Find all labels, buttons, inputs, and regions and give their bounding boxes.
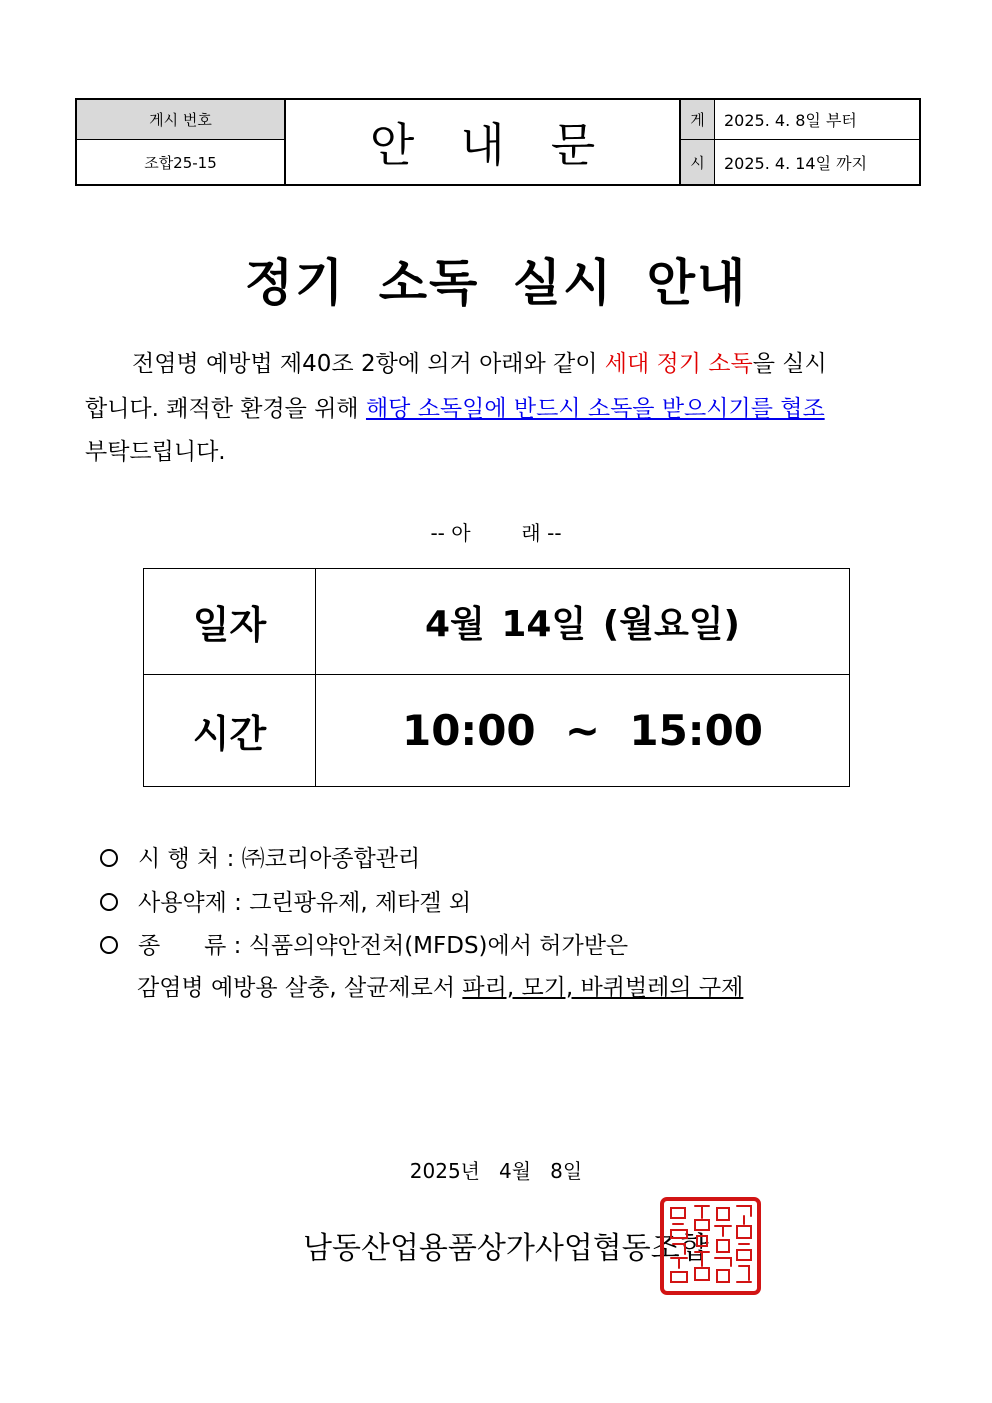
detail-contractor-text: 시 행 처 : ㈜코리아종합관리 (138, 846, 421, 872)
organization-name: 남동산업용품상가사업협동조합 (303, 1231, 709, 1266)
notice-title: 안내문 (286, 100, 681, 184)
detail-contractor (100, 840, 420, 873)
body-highlight-red: 세대 정기 소독 (604, 351, 753, 377)
time-label: 시간 (144, 675, 316, 786)
body-line-1 (85, 345, 909, 378)
detail-type-text: 종 류 : 식품의약안전처(MFDS)에서 허가받은 (138, 933, 629, 959)
period-label-top: 게 (681, 100, 715, 140)
period-label-bottom: 시 (681, 140, 715, 184)
period-start: 2025. 4. 8일 부터 (715, 100, 919, 140)
detail-chemical (100, 884, 471, 917)
main-title: 정기 소독 실시 안내 (244, 254, 748, 312)
issue-date: 2025년 4월 8일 (409, 1159, 583, 1183)
period-end: 2025. 4. 14일 까지 (724, 153, 868, 173)
body-line-2-prefix: 합니다. 쾌적한 환경을 위해 (85, 396, 366, 422)
circle-bullet-icon (100, 893, 118, 911)
circle-bullet-icon (100, 936, 118, 954)
date-label: 일자 (144, 569, 316, 675)
detail-type-cont-prefix: 감염병 예방용 살충, 살균제로서 (137, 975, 463, 1001)
official-seal-icon (659, 1196, 762, 1296)
detail-type (100, 927, 628, 960)
note-heading: -- 아 래 -- (430, 521, 562, 545)
body-line-3: 부탁드립니다. (85, 439, 226, 465)
body-line-1-suffix: 을 실시 (752, 351, 827, 377)
post-number-label: 게시 번호 (77, 100, 286, 140)
body-highlight-blue: 해당 소독일에 반드시 소독을 받으시기를 협조 (365, 396, 825, 422)
schedule-table (143, 568, 850, 787)
post-number-value: 조합25-15 (77, 140, 286, 184)
detail-type-cont-underlined: 파리, 모기, 바퀴벌레의 구제 (462, 975, 744, 1001)
detail-chemical-text: 사용약제 : 그린팡유제, 제타겔 외 (138, 890, 472, 916)
body-line-2 (85, 390, 909, 423)
body-line-1-text (85, 345, 827, 378)
detail-type-continued (137, 969, 743, 1002)
body-line-1-prefix: 전염병 예방법 제40조 2항에 의거 아래와 같이 (132, 351, 605, 377)
circle-bullet-icon (100, 849, 118, 867)
header-table (75, 98, 921, 186)
date-value: 4월 14일 (월요일) (316, 569, 849, 675)
time-value: 10:00 ~ 15:00 (401, 706, 764, 755)
